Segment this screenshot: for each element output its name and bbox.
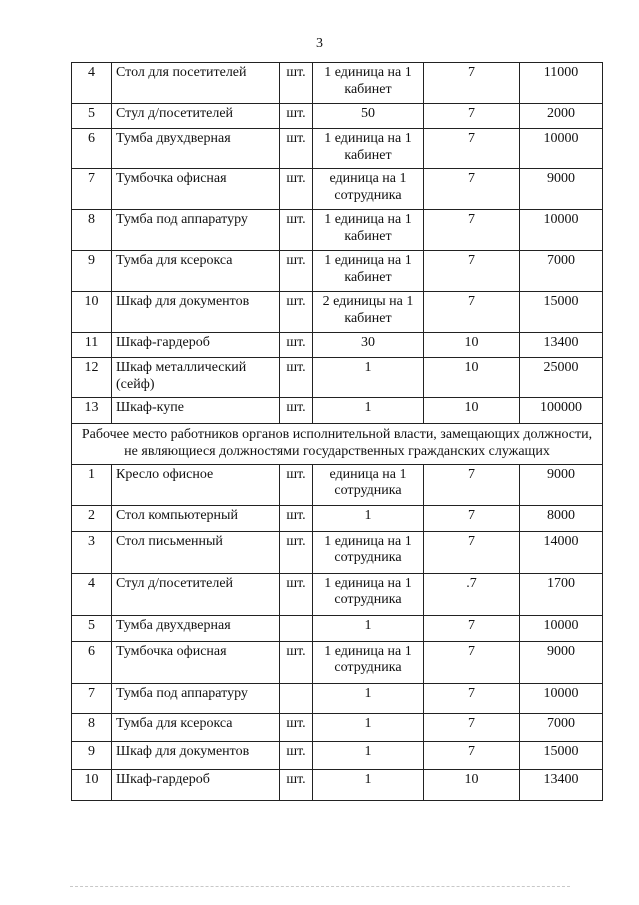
item-name: Тумба двухдверная (112, 615, 280, 641)
unit-cell: шт. (280, 713, 313, 741)
quantity-cell: 1 единица на 1 кабинет (313, 251, 424, 292)
item-name: Тумба двухдверная (112, 129, 280, 169)
table-row (72, 104, 603, 129)
quantity-cell: 1 (313, 358, 424, 398)
unit-cell: шт. (280, 292, 313, 333)
table-row (72, 615, 603, 641)
item-name: Стол письменный (112, 531, 280, 573)
unit-cell: шт. (280, 464, 313, 505)
quantity-cell: 1 единица на 1 кабинет (313, 129, 424, 169)
price-cell: 2000 (520, 104, 603, 129)
quantity-cell: 1 (313, 615, 424, 641)
section-title: Рабочее место работников органов исполнительной власти, замещающих должности, не являющиеся должностями государственных гражданских служащих (72, 424, 603, 465)
unit-cell: шт. (280, 333, 313, 358)
service-life-cell: 7 (424, 505, 520, 531)
row-number: 12 (72, 358, 112, 398)
unit-cell: шт. (280, 358, 313, 398)
table-row (72, 641, 603, 683)
unit-cell: шт. (280, 210, 313, 251)
table-row (72, 713, 603, 741)
quantity-cell: 1 (313, 683, 424, 713)
price-cell: 7000 (520, 713, 603, 741)
service-life-cell: .7 (424, 573, 520, 615)
item-name: Шкаф-гардероб (112, 769, 280, 800)
price-cell: 10000 (520, 210, 603, 251)
unit-cell: шт. (280, 398, 313, 424)
row-number: 9 (72, 741, 112, 769)
item-name: Шкаф-гардероб (112, 333, 280, 358)
quantity-cell: 50 (313, 104, 424, 129)
service-life-cell: 10 (424, 333, 520, 358)
item-name: Тумба под аппаратуру (112, 683, 280, 713)
row-number: 3 (72, 531, 112, 573)
quantity-cell: 30 (313, 333, 424, 358)
row-number: 6 (72, 641, 112, 683)
section-header-row (72, 424, 603, 465)
quantity-cell: 1 единица на 1 сотрудника (313, 641, 424, 683)
table-row (72, 333, 603, 358)
row-number: 13 (72, 398, 112, 424)
item-name: Стол для посетителей (112, 63, 280, 104)
quantity-cell: 1 (313, 505, 424, 531)
price-cell: 15000 (520, 292, 603, 333)
table-group-2 (72, 464, 603, 800)
service-life-cell: 7 (424, 713, 520, 741)
item-name: Стол компьютерный (112, 505, 280, 531)
furniture-norms-table (71, 62, 603, 801)
item-name: Шкаф для документов (112, 741, 280, 769)
price-cell: 25000 (520, 358, 603, 398)
price-cell: 15000 (520, 741, 603, 769)
row-number: 8 (72, 210, 112, 251)
item-name: Тумбочка офисная (112, 169, 280, 210)
unit-cell: шт. (280, 251, 313, 292)
row-number: 2 (72, 505, 112, 531)
row-number: 10 (72, 769, 112, 800)
table-row (72, 129, 603, 169)
row-number: 1 (72, 464, 112, 505)
service-life-cell: 7 (424, 531, 520, 573)
quantity-cell: единица на 1 сотрудника (313, 169, 424, 210)
unit-cell: шт. (280, 505, 313, 531)
table-row (72, 464, 603, 505)
service-life-cell: 10 (424, 769, 520, 800)
price-cell: 14000 (520, 531, 603, 573)
service-life-cell: 7 (424, 169, 520, 210)
table-row (72, 210, 603, 251)
row-number: 8 (72, 713, 112, 741)
quantity-cell: 2 единицы на 1 кабинет (313, 292, 424, 333)
unit-cell: шт. (280, 531, 313, 573)
price-cell: 8000 (520, 505, 603, 531)
row-number: 10 (72, 292, 112, 333)
quantity-cell: 1 (313, 713, 424, 741)
price-cell: 11000 (520, 63, 603, 104)
service-life-cell: 10 (424, 358, 520, 398)
unit-cell: шт. (280, 641, 313, 683)
quantity-cell: 1 единица на 1 кабинет (313, 210, 424, 251)
service-life-cell: 7 (424, 641, 520, 683)
price-cell: 10000 (520, 129, 603, 169)
table-row (72, 741, 603, 769)
service-life-cell: 10 (424, 398, 520, 424)
item-name: Стул д/посетителей (112, 573, 280, 615)
service-life-cell: 7 (424, 464, 520, 505)
unit-cell: шт. (280, 63, 313, 104)
price-cell: 9000 (520, 169, 603, 210)
table-section (72, 424, 603, 465)
service-life-cell: 7 (424, 104, 520, 129)
quantity-cell: 1 единица на 1 сотрудника (313, 531, 424, 573)
price-cell: 13400 (520, 333, 603, 358)
price-cell: 9000 (520, 641, 603, 683)
item-name: Тумба для ксерокса (112, 251, 280, 292)
item-name: Шкаф-купе (112, 398, 280, 424)
bottom-scan-line (70, 886, 570, 887)
quantity-cell: 1 (313, 741, 424, 769)
item-name: Шкаф металлический (сейф) (112, 358, 280, 398)
unit-cell: шт. (280, 104, 313, 129)
row-number: 7 (72, 683, 112, 713)
table-row (72, 63, 603, 104)
unit-cell (280, 683, 313, 713)
table-row (72, 769, 603, 800)
row-number: 4 (72, 573, 112, 615)
row-number: 11 (72, 333, 112, 358)
price-cell: 10000 (520, 615, 603, 641)
row-number: 7 (72, 169, 112, 210)
item-name: Стул д/посетителей (112, 104, 280, 129)
quantity-cell: 1 (313, 398, 424, 424)
row-number: 5 (72, 615, 112, 641)
service-life-cell: 7 (424, 63, 520, 104)
unit-cell: шт. (280, 169, 313, 210)
item-name: Шкаф для документов (112, 292, 280, 333)
service-life-cell: 7 (424, 292, 520, 333)
table-row (72, 683, 603, 713)
service-life-cell: 7 (424, 129, 520, 169)
table-row (72, 358, 603, 398)
table-row (72, 292, 603, 333)
service-life-cell: 7 (424, 251, 520, 292)
table-row (72, 398, 603, 424)
page-number: 3 (316, 36, 323, 51)
unit-cell: шт. (280, 769, 313, 800)
table-group-1 (72, 63, 603, 424)
item-name: Кресло офисное (112, 464, 280, 505)
table-row (72, 505, 603, 531)
unit-cell: шт. (280, 129, 313, 169)
table-row (72, 573, 603, 615)
row-number: 4 (72, 63, 112, 104)
price-cell: 13400 (520, 769, 603, 800)
row-number: 9 (72, 251, 112, 292)
service-life-cell: 7 (424, 615, 520, 641)
service-life-cell: 7 (424, 683, 520, 713)
unit-cell (280, 615, 313, 641)
quantity-cell: 1 единица на 1 сотрудника (313, 573, 424, 615)
item-name: Тумба под аппаратуру (112, 210, 280, 251)
price-cell: 9000 (520, 464, 603, 505)
table-row (72, 531, 603, 573)
quantity-cell: 1 единица на 1 кабинет (313, 63, 424, 104)
price-cell: 7000 (520, 251, 603, 292)
unit-cell: шт. (280, 573, 313, 615)
unit-cell: шт. (280, 741, 313, 769)
service-life-cell: 7 (424, 741, 520, 769)
price-cell: 100000 (520, 398, 603, 424)
service-life-cell: 7 (424, 210, 520, 251)
quantity-cell: единица на 1 сотрудника (313, 464, 424, 505)
item-name: Тумбочка офисная (112, 641, 280, 683)
table-row (72, 169, 603, 210)
row-number: 5 (72, 104, 112, 129)
table-row (72, 251, 603, 292)
price-cell: 1700 (520, 573, 603, 615)
row-number: 6 (72, 129, 112, 169)
item-name: Тумба для ксерокса (112, 713, 280, 741)
quantity-cell: 1 (313, 769, 424, 800)
price-cell: 10000 (520, 683, 603, 713)
